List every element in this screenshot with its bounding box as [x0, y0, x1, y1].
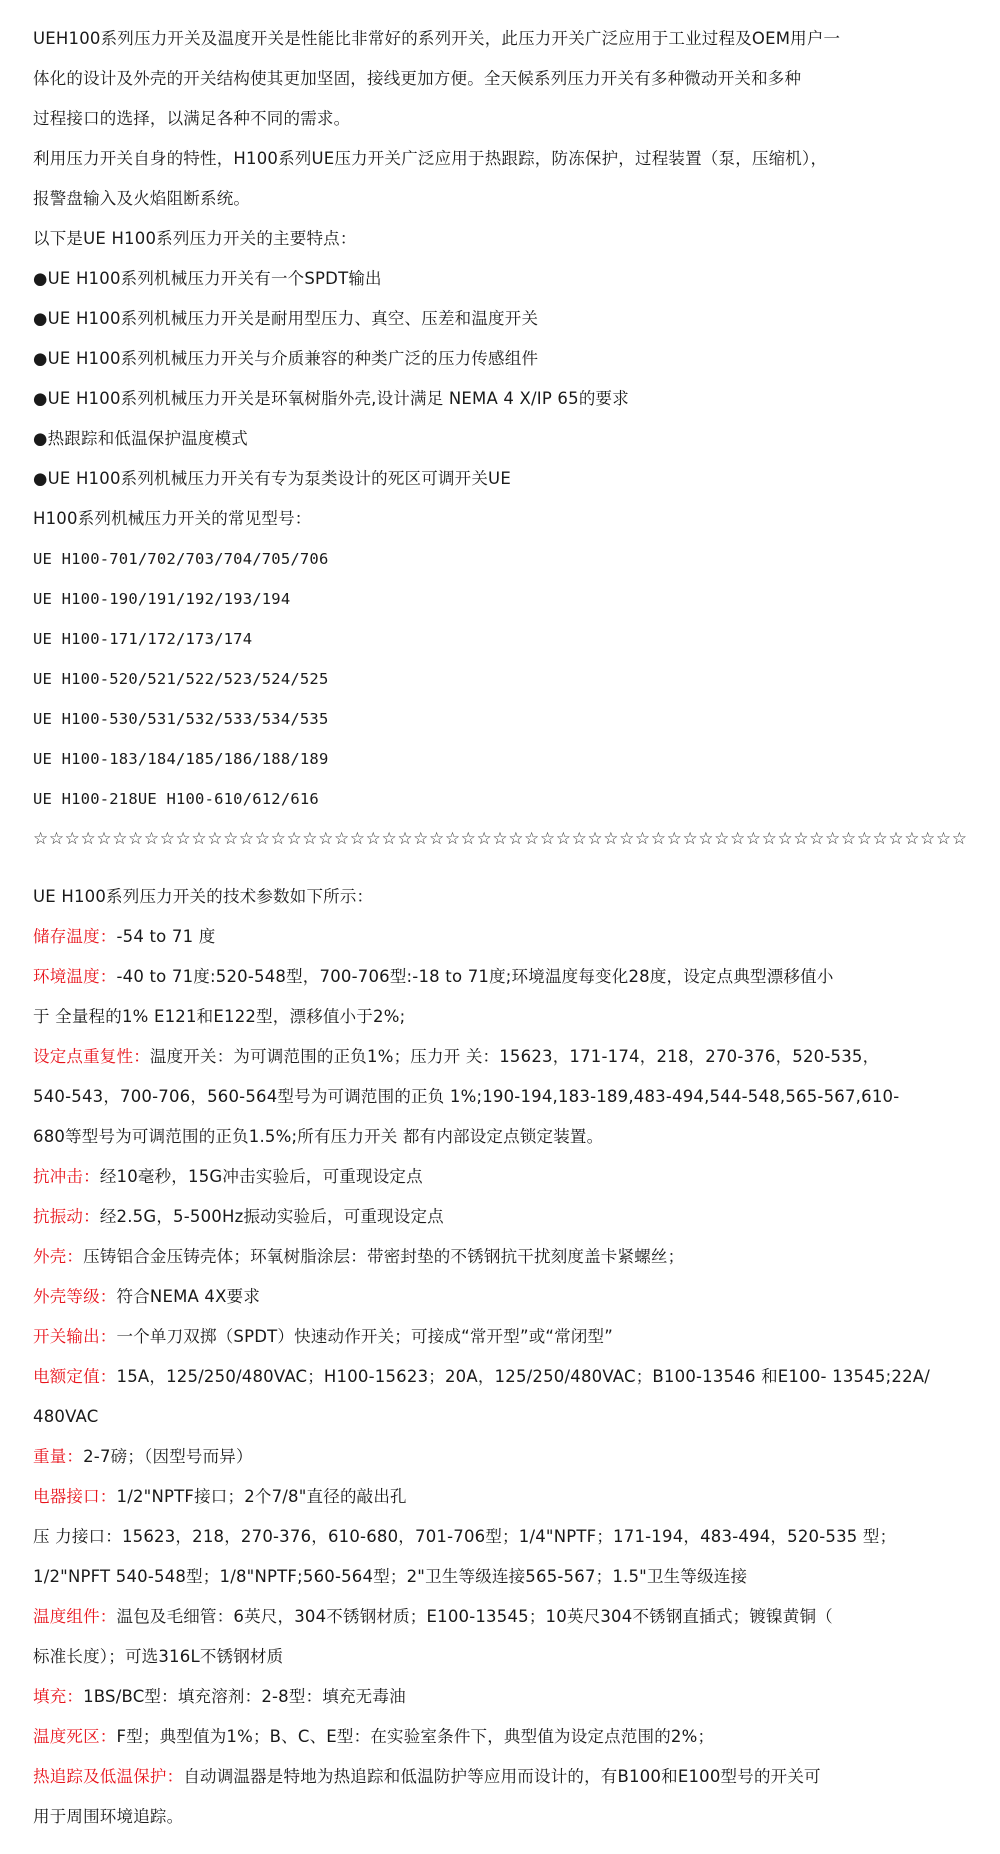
spec-value: 1/2"NPTF接口；2个7/8"直径的敲出孔	[116, 1487, 407, 1506]
spec-label: 电额定值：	[33, 1367, 117, 1386]
spec-value: 一个单刀双掷（SPDT）快速动作开关；可接成“常开型”或“常闭型”	[116, 1327, 614, 1346]
spec-electrical-connection	[33, 1477, 973, 1517]
model-item: UE H100-530/531/532/533/534/535	[33, 710, 329, 728]
spec-ambient-temp	[33, 957, 973, 997]
intro-line: 体化的设计及外壳的开关结构使其更加坚固，接线更加方便。全天候系列压力开关有多种微动开关和多种	[33, 69, 802, 88]
spec-value: 经10毫秒，15G冲击实验后，可重现设定点	[99, 1167, 423, 1186]
feature-item: ●UE H100系列机械压力开关有专为泵类设计的死区可调开关UE	[33, 469, 511, 488]
spec-label: 电器接口：	[33, 1487, 117, 1506]
spec-continuation: 540-543，700-706，560-564型号为可调范围的正负 1%;190-194,183-189,483-494,544-548,565-567,610-	[33, 1087, 900, 1106]
spec-storage-temp	[33, 917, 973, 957]
spec-housing-rating	[33, 1277, 973, 1317]
spec-continuation: 1/2"NPFT 540-548型；1/8"NPTF;560-564型；2"卫生等级连接565-567；1.5"卫生等级连接	[33, 1567, 748, 1586]
spec-value: 1BS/BC型：填充溶剂：2-8型：填充无毒油	[83, 1687, 406, 1706]
spec-switch-output	[33, 1317, 973, 1357]
spec-continuation: 用于周围环境追踪。	[33, 1807, 184, 1826]
spec-repeatability	[33, 1037, 973, 1077]
model-item: UE H100-183/184/185/186/188/189	[33, 750, 329, 768]
models-title: H100系列机械压力开关的常见型号：	[33, 509, 312, 528]
application-line: 报警盘输入及火焰阻断系统。	[33, 189, 251, 208]
features-title: 以下是UE H100系列压力开关的主要特点：	[33, 229, 357, 248]
feature-item: ●UE H100系列机械压力开关有一个SPDT输出	[33, 269, 382, 288]
spec-shock	[33, 1157, 973, 1197]
spec-continuation: 于 全量程的1% E121和E122型，漂移值小于2%;	[33, 1007, 406, 1026]
spec-continuation: 标准长度）；可选316L不锈钢材质	[33, 1647, 284, 1666]
model-item: UE H100-171/172/173/174	[33, 630, 253, 648]
feature-item: ●UE H100系列机械压力开关是环氧树脂外壳,设计满足 NEMA 4 X/IP 65的要求	[33, 389, 629, 408]
specs-title: UE H100系列压力开关的技术参数如下所示：	[33, 887, 374, 906]
spec-value: 自动调温器是特地为热追踪和低温防护等应用而设计的，有B100和E100型号的开关可	[183, 1767, 821, 1786]
spec-value: 符合NEMA 4X要求	[116, 1287, 261, 1306]
spec-value: 15A，125/250/480VAC；H100-15623；20A，125/250/480VAC；B100-13546 和E100- 13545;22A/	[116, 1367, 931, 1386]
star-divider: ☆☆☆☆☆☆☆☆☆☆☆☆☆☆☆☆☆☆☆☆☆☆☆☆☆☆☆☆☆☆☆☆☆☆☆☆☆☆☆☆☆☆☆☆☆☆☆☆☆☆☆☆☆☆☆☆☆☆☆	[33, 829, 968, 849]
intro-line: UEH100系列压力开关及温度开关是性能比非常好的系列开关，此压力开关广泛应用于工业过程及OEM用户一	[33, 29, 841, 48]
spec-label: 外壳：	[33, 1247, 84, 1266]
spec-value: 压铸铝合金压铸壳体；环氧树脂涂层：带密封垫的不锈钢抗干扰刻度盖卡紧螺丝；	[83, 1247, 685, 1266]
model-item: UE H100-218UE H100-610/612/616	[33, 790, 319, 808]
model-item: UE H100-701/702/703/704/705/706	[33, 550, 329, 568]
spec-housing	[33, 1237, 973, 1277]
spec-label: 填充：	[33, 1687, 84, 1706]
feature-item: ●UE H100系列机械压力开关与介质兼容的种类广泛的压力传感组件	[33, 349, 539, 368]
spec-label: 热追踪及低温保护：	[33, 1767, 184, 1786]
spec-vibration	[33, 1197, 973, 1237]
document-body	[33, 19, 973, 1837]
spec-label: 外壳等级：	[33, 1287, 117, 1306]
spec-deadband	[33, 1717, 973, 1757]
spec-continuation: 680等型号为可调范围的正负1.5%;所有压力开关 都有内部设定点锁定装置。	[33, 1127, 604, 1146]
spec-label: 温度死区：	[33, 1727, 117, 1746]
spec-label: 抗振动：	[33, 1207, 100, 1226]
spec-electrical-rating	[33, 1357, 973, 1397]
spec-value: 温度开关：为可调范围的正负1%；压力开 关：15623，171-174，218，270-376，520-535，	[149, 1047, 880, 1066]
spec-continuation: 480VAC	[33, 1407, 99, 1426]
spec-value: 温包及毛细管：6英尺，304不锈钢材质；E100-13545；10英尺304不锈钢直插式；镀镍黄铜（	[116, 1607, 833, 1626]
spec-fill	[33, 1677, 973, 1717]
spec-value: F型；典型值为1%；B、C、E型：在实验室条件下，典型值为设定点范围的2%；	[116, 1727, 715, 1746]
spacer	[33, 859, 973, 877]
spec-label: 开关输出：	[33, 1327, 117, 1346]
feature-item: ●热跟踪和低温保护温度模式	[33, 429, 248, 448]
spec-weight	[33, 1437, 973, 1477]
spec-label: 温度组件：	[33, 1607, 117, 1626]
model-item: UE H100-190/191/192/193/194	[33, 590, 291, 608]
feature-item: ●UE H100系列机械压力开关是耐用型压力、真空、压差和温度开关	[33, 309, 539, 328]
spec-value: 经2.5G，5-500Hz振动实验后，可重现设定点	[99, 1207, 444, 1226]
spec-pressure-connection: 压 力接口：15623，218，270-376，610-680，701-706型；1/4"NPTF；171-194，483-494，520-535 型；	[33, 1527, 897, 1546]
intro-line: 过程接口的选择，以满足各种不同的需求。	[33, 109, 351, 128]
spec-heat-tracing	[33, 1757, 973, 1797]
spec-label: 设定点重复性：	[33, 1047, 150, 1066]
spec-label: 抗冲击：	[33, 1167, 100, 1186]
spec-value: -54 to 71 度	[116, 927, 216, 946]
spec-value: -40 to 71度:520-548型，700-706型:-18 to 71度;环境温度每变化28度，设定点典型漂移值小	[116, 967, 834, 986]
spec-label: 重量：	[33, 1447, 84, 1466]
spec-label: 环境温度：	[33, 967, 117, 986]
spec-temp-component	[33, 1597, 973, 1637]
model-item: UE H100-520/521/522/523/524/525	[33, 670, 329, 688]
application-line: 利用压力开关自身的特性，H100系列UE压力开关广泛应用于热跟踪，防冻保护，过程装置（泵，压缩机），	[33, 149, 828, 168]
spec-value: 2-7磅；（因型号而异）	[83, 1447, 253, 1466]
spec-label: 储存温度：	[33, 927, 117, 946]
